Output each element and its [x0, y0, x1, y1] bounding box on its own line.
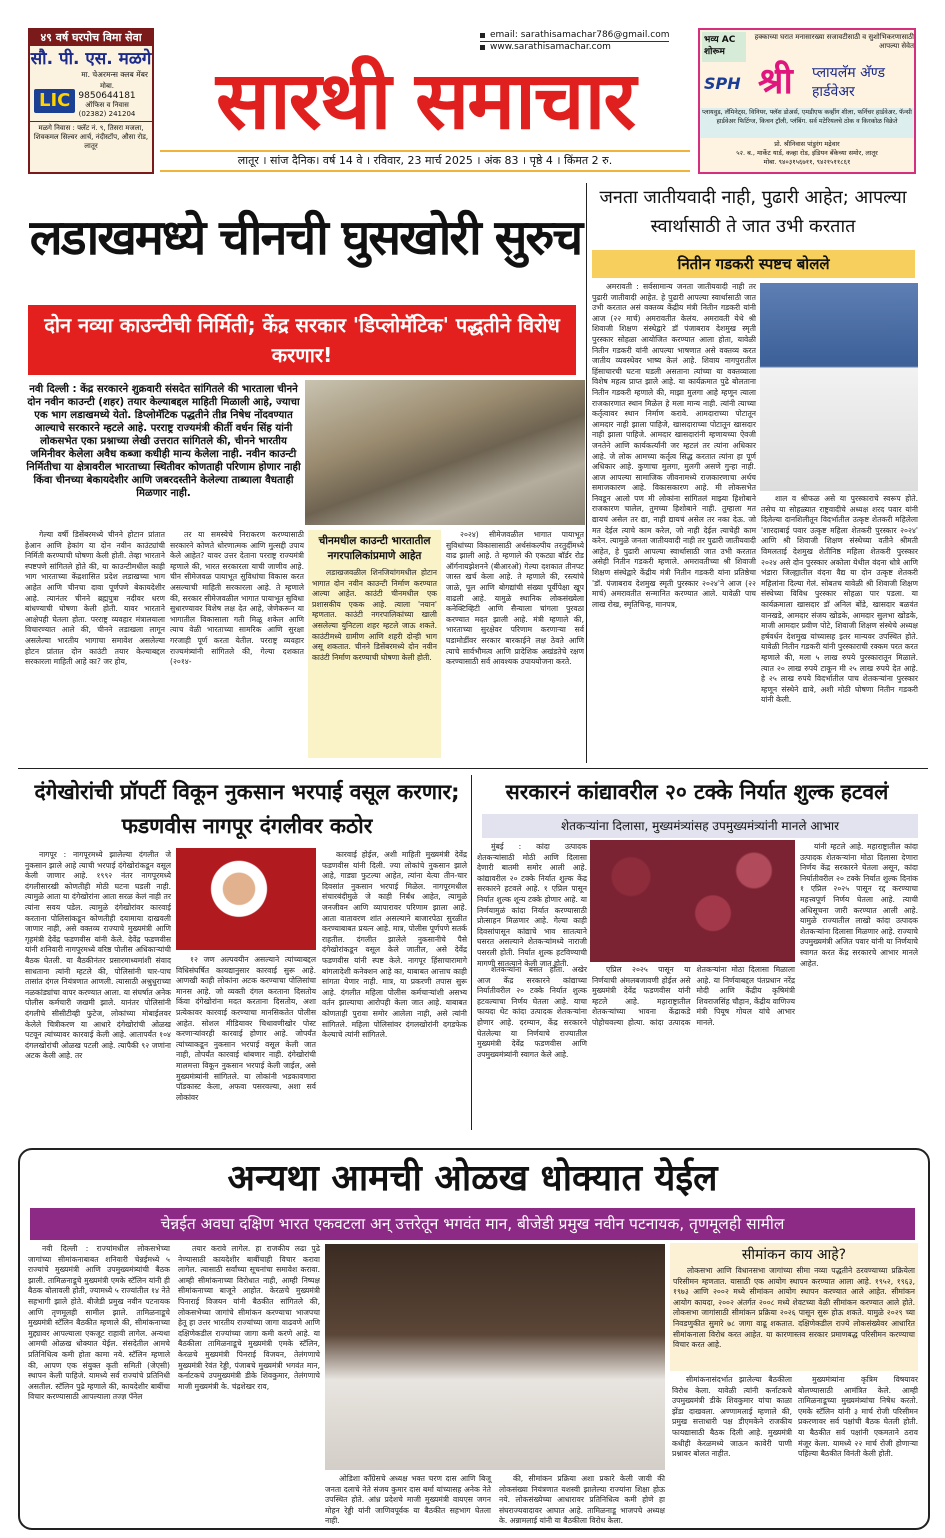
ac-showroom-label: भव्य AC शोरूम: [702, 32, 746, 62]
article-column: मुंबई : कांदा उत्पादक शेतकऱ्यांसाठी मोठी आणि दिलासा देणारी बातमी समोर आली आहे. कांद्यावरील २० टक्के निर्यात शुल्क केंद्र सरकारने हटवले आहे. १ एप्रिल पासून निर्यात शुल्क शून्य टक्के होणार आहे. या निर्णयामुळं कांदा निर्यात करण्यासाठी प्रोत्साहन मिळणार आहे. गेल्या काही दिवसांपासून कांद्याचे भाव सातत्याने घसरत असल्याने शेतकऱ्यांमध्ये नाराजी पसरली होती. निर्यात शुल्क हटविण्याची मागणी सातत्याने केली जात होती.: [477, 842, 587, 968]
shop-phone: मोबा. ९४०३१५६७११, ९४२१५११८६१: [763, 158, 851, 166]
article-column: की, सीमांकन प्रक्रिया अशा प्रकारे केली जावी की लोकसंख्या नियंत्रणात यशस्वी झालेल्या राज्यांना शिक्षा होऊ नये. लोकसंख्येच्या आधारावर प्रतिनिधित्व कमी होणे हा संघराज्यवादावर आघात आहे. तामिळनाडू भाजपचे अध्यक्ष के. अन्नामलाई यांनी या बैठकीला विरोध केला.: [499, 1474, 665, 1526]
county-info-box: [308, 530, 441, 758]
email-link[interactable]: email: sarathisamachar786@gmail.com: [480, 30, 669, 42]
ladakh-mountain-photo: [305, 380, 585, 525]
gadkari-subheadline: नितीन गडकरी स्पष्टच बोलले: [592, 250, 915, 278]
onion-headline: सरकारनं कांद्यावरील २० टक्के निर्यात शुल्क हटवलं: [505, 780, 889, 804]
what-is-delimitation-box: [670, 1243, 918, 1371]
delimitation-subheadline: चेन्नईत अवघा दक्षिण भारत एकवटला अन् उत्तरेतून भगवंत मान, बीजेडी प्रमुख नवीन पटनायक, तृणमूलही सामील: [30, 1208, 915, 1240]
hardware-advertisement: [698, 28, 916, 174]
onions-photo: [590, 840, 795, 962]
article-column: २०२४) सीमेजवळील भागात पायाभूत सुविधांच्या विकासासाठी अर्थसंकल्पीय तरतुदींमध्ये वाढ झाली आहे. ते म्हणाले की एकट्या बॉर्डर रोड ऑर्गनायझेशनने (बीआरओ) गेल्या दशकात तीनपट जास्त खर्च केला आहे. ते म्हणाले की, रस्त्यांचे जाळे, पूल आणि बोगद्यांची संख्या पूर्वीपेक्षा खूप वाढली आहे. यामुळे स्थानिक लोकसंख्येला कनेक्टिव्हिटी आणि सैन्याला चांगला पुरवठा करण्यात मदत झाली आहे. मंत्री म्हणाले की, भारताच्या सुरक्षेवर परिणाम करणाऱ्या सर्व घडामोडींवर सरकार बारकाईने लक्ष ठेवते आणि त्याचे सार्वभौमत्व आणि प्रादेशिक अखंडतेचे रक्षण करण्यासाठी सर्व आवश्यक उपाययोजना करते.: [446, 530, 584, 667]
agent-address: मळगे निवास : फ्लॅट नं. ९, तिसरा मजला, शिवकमल सिल्वर आर्च, नंदीस्टॉप, औसा रोड, लातूर: [30, 121, 152, 151]
shri-logo: श्री: [758, 61, 793, 102]
ad-tagline: हक्काच्या घरात मनासारख्या सजावटीसाठी व सुशोभिकरणासाठी आपल्या सेवेत: [754, 33, 914, 50]
onion-subheadline: शेतकऱ्यांना दिलासा, मुख्यमंत्र्यांसह उपमुख्यमंत्र्यांनी मानले आभार: [482, 814, 918, 838]
ad-tagline: ४९ वर्ष घरपोच विमा सेवा: [30, 30, 152, 46]
box-title: सीमांकन काय आहे?: [741, 1247, 847, 1263]
newspaper-title: सारथी समाचार: [215, 54, 635, 147]
article-column: गेल्या वर्षी डिसेंबरमध्ये चीनने होटान प्रांतात हेआन आणि हेकांग या दोन नवीन काउंट्यांची निर्मिती करण्याची घोषणा केली होती. तेव्हा भारताने स्पष्टपणे सांगितले होते की, या काउन्टीमधील काही भाग भारताच्या केंद्रशासित प्रदेश लडाखच्या भाग आहेत आणि चीनचा दावा पूर्णपणे बेकायदेशीर आहे. त्यानंतर चीनने ब्रह्मपुत्रा नदीवर धरण बांधण्याची घोषणा केली होती. यावर भारताने आक्षेपही घेतला होता. परराष्ट्र व्यवहार मंत्रालयाला विचारण्यात आले की, चीनने लडाखला लागून असलेल्या भारतीय भागाचा समावेश असलेल्या होटन प्रांतात दोन काउंटी तयार केल्याबद्दल सरकारला माहिती आहे का? जर होय,: [25, 530, 165, 667]
article-column: शेतकऱ्यांना बसत होता. अखेर आज केंद्र सरकारने कांद्याच्या निर्यातीवरील २० टक्के निर्यात शुल्क हटवल्याचा निर्णय घेतला आहे. याचा फायदा थेट कांदा उत्पादक शेतकऱ्यांना होणार आहे. दरम्यान, केंद्र सरकारने घेतलेल्या या निर्णयाचे राज्यातील मुख्यमंत्री देवेंद्र फडणवीस आणि उपमुख्यमंत्र्यांनी स्वागत केले आहे.: [477, 965, 587, 1059]
contact-info: [480, 30, 669, 53]
article-column: नवी दिल्ली : राज्यांमधील लोकसभेच्या जागांच्या सीमांकनाबाबत शनिवारी चेन्नईमध्ये ५ राज्यांचे मुख्यमंत्री आणि उपमुख्यमंत्र्यांची बैठक झाली. तामिळनाडूचे मुख्यमंत्री एमके स्टॅलिन यांनी ही बैठक बोलावली होती, ज्यामध्ये ५ राज्यांतील १४ नेते सहभागी झाले होते. बीजेडी प्रमुख नवीन पटनायक आणि तृणमूलही सामील झाले. तामिळनाडूचे मुख्यमंत्री स्टॅलिन बैठकीत म्हणाले की, सीमांकनाच्या मुद्द्यावर आपल्याला एकजूट राहावी लागेल. अन्यथा आमची ओळख धोक्यात येईल. संसदेतील आमचे प्रतिनिधित्व कमी होता कामा नये. स्टॅलिन म्हणाले की, आपण एक संयुक्त कृती समिती (जेएसी) स्थापन केली पाहिजे. यामध्ये सर्व राज्यांचे प्रतिनिधी असतील. स्टॅलिन पुढे म्हणाले की, कायदेशीर बाबींचा विचार करण्यासाठी आपल्याला तज्ज्ञ पॅनेल तयार करावे लागेल. हा राजकीय लढा पुढे नेण्यासाठी कायदेशीर बाबींचाही विचार करावा लागेल. त्यासाठी सर्वांच्या सूचनांचा समावेश करावा. आम्ही सीमांकनाच्या विरोधात नाही, आम्ही निष्पक्ष सीमांकनाच्या बाजूने आहोत. केरळचे मुख्यमंत्री पिनाराई विजयन यांनी बैठकीत सांगितले की, लोकसभेच्या जागांचे सीमांकन करण्याचा भाजपचा हेतू हा उत्तर भारतीय राज्यांच्या जागा वाढवणे आणि दक्षिणेकडील राज्यांच्या जागा कमी करणे आहे. या बैठकीला तामिळनाडूचे मुख्यमंत्री एमके स्टॅलिन, केरळचे मुख्यमंत्री पिनराई विजयन, तेलंगणाचे मुख्यमंत्री रेवंत रेड्डी, पंजाबचे मुख्यमंत्री भगवंत मान, कर्नाटकचे उपमुख्यमंत्री डीके शिवकुमार, तेलंगणाचे माजी मुख्यमंत्री के. चंद्रशेखर राव,: [28, 1244, 320, 1402]
agent-phone: 9850644181: [78, 91, 136, 101]
agent-title: मा. चेअरमन्स क्लब मेंबर: [81, 70, 148, 79]
office-phone: (02382) 241204: [78, 110, 136, 118]
article-column: यांनी म्हटले आहे. महाराष्ट्रातील कांदा उत्पादक शेतकऱ्यांना मोठा दिलासा देणारा निर्णय केंद्र सरकारने घेतला असून, कांदा निर्यातीवरील २० टक्के निर्यात शुल्क दिनांक १ एप्रिल २०२५ पासून रद्द करण्याचा महत्त्वपूर्ण निर्णय घेतला आहे. त्याची अधिसूचना जारी करण्यात आली आहे. यामुळे राज्यातील लाखो कांदा उत्पादक शेतकऱ्यांना दिलासा मिळणार आहे. राज्याचे उपमुख्यमंत्री अजित पवार यांनी या निर्णयाचे स्वागत करत केंद्र सरकारचे आभार मानले आहेत.: [800, 842, 918, 968]
devendra-fadnavis-photo: [176, 848, 316, 950]
article-column: ओडिशा काँग्रेसचे अध्यक्ष भक्त चरण दास आणि बिजू जनता दलाचे नेते संजय कुमार दास बर्मा यांच्यासह अनेक नेते उपस्थित होते. आंध्र प्रदेशचे माजी मुख्यमंत्री वायएस जगन मोहन रेड्डी यांनी जाणिवपूर्वक या बैठकीत सहभाग घेतला नाही.: [325, 1474, 491, 1526]
article-column: मुख्यमंत्र्यांना कृत्रिम विषयावर बोलण्यासाठी आमंत्रित केले. आम्ही तामिळनाडूच्या मुख्यमंत्र्यांचा निषेध करतो. एमके स्टॅलिन यांनी ३ मार्च रोजी परिसीमन प्रकरणावर सर्व पक्षांची बैठक घेतली होती. या बैठकीत सर्व पक्षांनी एकमताने ठराव मंजूर केला. यामध्ये २२ मार्च रोजी होणाऱ्या पहिल्या बैठकीत विनंती केली होती.: [798, 1375, 918, 1459]
brand-name: प्लायलॅम अ‍ॅण्ड हार्डवेअर: [812, 65, 885, 100]
nitin-gadkari-photo: [760, 283, 918, 491]
phone-label: मोबा.: [100, 82, 115, 90]
box-body: लोकसभा आणि विधानसभा जागांच्या सीमा नव्या पद्धतीने ठरवण्याच्या प्रक्रियेला परिसीमन म्हणतात. यासाठी एक आयोग स्थापन करण्यात आला आहे. १९५२, १९६३, १९७३ आणि २००२ मध्ये सीमांकन आयोग स्थापन करण्यात आले आहेत. सीमांकन आयोग कायदा, २००२ अंतर्गत २००८ मध्ये शेवटच्या वेळी सीमांकन करण्यात आले होते. लोकसभा जागांसाठी सीमांकन प्रक्रिया २०२६ पासून सुरू होऊ शकते. यामुळे २०२९ च्या निवडणुकीत सुमारे ७८ जागा वाढू शकतात. दक्षिणेकडील राज्ये लोकसंख्येवर आधारित सीमांकनाला विरोध करत आहेत. या कारणास्तव सरकार प्रमाणबद्ध परिसीमन करण्याचा विचार करत आहे.: [673, 1266, 915, 1350]
article-column: कारवाई होईल, अशी माहिती मुख्यमंत्री देवेंद्र फडणवीस यांनी दिली. ज्या लोकांचे नुकसान झाले आहे, गाड्या फुटल्या आहेत, त्यांना येत्या तीन-चार दिवसांत नुकसान भरपाई मिळेल. नागपूरमधील संचारबंदीमुळे जे काही निर्बंध आहेत, त्यामुळे जनजीवन आणि व्यापारावर परिणाम झाला आहे. आता वातावरण शांत असल्याने बाजारपेठा सुरळीत करण्याबाबत प्रयत्न आहे. मात्र, पोलीस पूर्णपणे सतर्क राहतील. दंगलीत झालेले नुकसानीचे पैसे दंगेखोरांकडून वसूल केले जातील, असे देवेंद्र फडणवीस यांनी स्पष्ट केले. नागपूर हिंसाचारामागे बांगलादेशी कनेक्शन आहे का, याबाबत आत्ताच काही सांगता येणार नाही. मात्र, या प्रकरणी तपास सुरू आहे. दंगलीत महिला पोलीस कर्मचाऱ्यांशी असभ्य वर्तन झाल्याचा आरोपही केला जात आहे. याबाबत कोणताही पुरावा समोर आलेला नाही, असे त्यांनी सांगितले. महिला पोलिसांवर दंगलखोरांनी दगडफेक केल्याचे त्यांनी सांगितले.: [322, 850, 467, 1040]
website-link[interactable]: www.sarathisamachar.com: [480, 42, 669, 53]
dateline: लातूर । सांज दैनिक। वर्ष 14 वे । रविवार, 23 मार्च 2025 । अंक 83 । पृष्ठे 4 । किंमत 2 रु.: [160, 150, 690, 172]
article-column: नागपूर : नागपूरमध्ये झालेल्या दंगलीत जे नुकसान झाले आहे त्याची भरपाई दंगेखोरांकडून वसूल केली जाणार आहे. १९९२ नंतर नागपूरमध्ये दंगलीसारखी कोणतीही मोठी घटना घडली नाही. त्यामुळे आता या दंगेखोरांना आता सरळ केलं नाही तर त्यांना सवय पडेल. त्यामुळे दंगेखोरांवर कारवाई करताना पोलिसांकडून कोणतीही दयामाया दाखवली जाणार नाही, असे वक्तव्य राज्याचे मुख्यमंत्री आणि गृहमंत्री देवेंद्र फडणवीस यांनी केले. देवेंद्र फडणवीस यांनी शनिवारी नागपूरमध्ये वरिष्ठ पोलीस अधिकाऱ्यांची बैठक घेतली. या बैठकीनंतर प्रसारमाध्यमांशी संवाद साधताना त्यांनी म्हटले की, पोलिसांनी चार-पाच तासांत दंगल नियंत्रणात आणली. त्यासाठी अश्रुधुराच्या नळकांड्यांचा वापर करण्यात आला. या संघर्षात अनेक पोलीस कर्मचारी जखमी झाले. यानंतर पोलिसांनी दंगलीचे सीसीटीव्ही फुटेज, लोकांच्या मोबाईलवर केलेले चित्रीकरण या आधारे दंगेखोरांची ओळख पटवून त्यांच्यावर कारवाई केली आहे. आतापर्यंत १०४ दंगलखोरांची ओळख पटली आहे. त्यापैकी ९२ जणांना अटक केली आहे. तर: [25, 850, 171, 1061]
lic-agent-advertisement: [28, 28, 154, 174]
agent-name: सौ. पी. एस. मळगे: [30, 49, 152, 69]
sph-logo: SPH: [704, 74, 741, 93]
lead-subheadline: दोन नव्या काउन्टीची निर्मिती; केंद्र सरकार 'डिप्लोमॅटिक' पद्धतीने विरोध करणार!: [28, 305, 576, 375]
article-column: १२ जण अल्पवयीन असल्याने त्यांच्याबद्दल विधिसंघर्षित कायद्यानुसार कारवाई सुरू आहे. आणखी काही लोकांना अटक करण्याचा पोलिसांचा मानस आहे. जो व्यक्ती दंगल करताना दिसतोय किंवा दंगेखोरांना मदत करताना दिसतोय, अशा प्रत्येकावर कारवाई करण्याचा मानसिकतेत पोलीस आहेत. सोशल मीडियावर चिथावणीखोर पोस्ट करणाऱ्यांवरही कारवाई होणार आहे. जोपर्यंत त्यांच्याकडून नुकसान भरपाई वसूल केली जात नाही, तोपर्यंत कारवाई थांबणार नाही. दंगेखोरांची मालमत्ता विकून नुकसान भरपाई केली जाईल, असे मुख्यमंत्र्यांनी सांगितले. या लोकांनी भडकावणारा पॉडकास्ट केला, अफवा पसरवल्या, अशा सर्व लोकांवर: [176, 955, 316, 1102]
lead-headline: लडाखमध्ये चीनची घुसखोरी सुरुच: [29, 210, 582, 266]
lead-intro: नवी दिल्ली : केंद्र सरकारने शुक्रवारी संसदेत सांगितले की भारताला चीनने दोन नवीन काउन्टी (शहर) तयार केल्याबद्दल माहिती मिळाली आहे, ज्याचा एक भाग लडाखमध्ये येतो. डिप्लोमॅटिक पद्धतीने तीव्र निषेध नोंदवण्यात आल्याचे सरकारने म्हटले आहे. परराष्ट्र राज्यमंत्री कीर्ती वर्धन सिंह यांनी लोकसभेत एका प्रश्नाच्या लेखी उत्तरात सांगितले की, चीनने भारतीय जमिनीवर केलेला अवैध कब्जा कधीही मान्य केलेला नाही. नवीन काउन्टी निर्मितीचा या क्षेत्रावरील भारताच्या स्थितीवर कोणताही परिणाम होणार नाही किंवा चीनच्या बेकायदेशीर आणि जबरदस्तीने केलेल्या ताब्याला वैधताही मिळणार नाही.: [26, 384, 301, 499]
riot-headline: दंगेखोरांची प्रॉपर्टी विकून नुकसान भरपाई वसूल करणार; फडणवीस नागपूर दंगलीवर कठोर: [34, 780, 460, 838]
product-list: प्लायवुड, लॅमिनेट्स, विनियर, फ्लॅश डोअर्स, एमडीएफ कव्हींग शीला, फर्निचर हार्डवेअर, फॅन्सी हार्डवेअर फिटिंग्ज, किचन ट्रॉली, प्लंबिंग. सर्व मटेरियलचे ठोक व किरकोळ विक्रेते: [700, 108, 914, 138]
delimitation-headline: अन्यथा आमची ओळख धोक्यात येईल: [227, 1158, 718, 1199]
box-title: चीनमधील काउन्टी भारतातील नगरपालिकांप्रमाणे आहेत: [318, 535, 431, 562]
article-column: शाल व श्रीफळ असे या पुरस्काराचे स्वरूप होते. तसेच या सोहळ्यात राष्ट्रवादीचे अध्यक्ष शरद पवार यांनी दिलेल्या दानशिलीतून विदर्भातील उत्कृष्ट शेतकरी महिलेला 'शारदाबाई पवार उत्कृष्ट महिला शेतकरी पुरस्कार २०२४' आणि श्री शिवाजी शिक्षण संस्थेच्या वतीने श्रीमती विमलताई देशमुख शेतीनिष्ठ महिला शेतकरी पुरस्कार २०२४ असे दोन पुरस्कार अकोला येथील वंदना धोत्रे आणि भंडारा जिल्ह्यातील वंदना वैद्य या दोन उत्कृष्ट शेतकरी महिलांना दिल्या गेलं. सोबतच यावेळी श्री शिवाजी शिक्षण संस्थेच्या विविध पुरस्कार सोहळा पार पडला. या कार्यक्रमाला खासदार डॉ अनिल बोंडे, खासदार बळवंत वानखडे, आमदार संजय खोडके, आमदार सुलभा खोडके, माजी आमदार प्रवीण पोटे, शिवाजी शिक्षण संस्थेचे अध्यक्ष हर्षवर्धन देशमुख यांच्यासह इतर मान्यवर उपस्थित होते. यावेळी नितीन गडकरी यांनी पुरस्काराची रक्कम परत करत म्हणाले की, मला ५ लाख रुपये पुरस्कारातून मिळाले. त्यात २० लाख रुपये टाकून मी २५ लाख रुपये देत आहे. हे २५ लाख रुपये विदर्भातील पाच शेतकऱ्यांना पुरस्कार म्हणून संस्थेने द्यावे, अशी मोठी घोषणा नितीन गडकरी यांनी केली.: [761, 494, 918, 705]
box-body: लडाखजवळील शिनजियांगमधील होटान भागात दोन नवीन काउन्टी निर्माण करण्यात आल्या आहेत. काउंटी चीनमधील एक प्रशासकीय एकक आहे. त्याला 'नयान' म्हणतात. काउंटी नगरपालिकांच्या खाली असलेल्या युनिटला शहर म्हटले जाऊ शकते. काउंटीमध्ये ग्रामीण आणि शहरी दोन्ही भाग असू शकतात. चीनने डिसेंबरमध्ये दोन नवीन काउंटी निर्माण करण्याची घोषणा केली होती.: [312, 568, 437, 662]
shop-address: ५२. ब., मार्केट यार्ड, कव्हा रोड, इंडियन बँकेच्या समोर, लातूर: [736, 149, 878, 157]
article-column: अमरावती : सर्वसामान्य जनता जातीयवादी नाही तर पुढारी जातीवादी आहेत. हे पुढारी आपल्या स्वार्थासाठी जात उभी करतात असं वक्तव्य केंद्रीय मंत्री नितीन गडकरी यांनी आज (२२ मार्च) अमरावतीत केलंय. अमरावती येथे श्री शिवाजी शिक्षण संस्थेद्वारे डॉ पंजाबराव देशमुख स्मृती पुरस्कार सोहळा आयोजित करण्यात आला होता, यावेळी नितीन गडकरी यांनी आपल्या भाषणात असे वक्तव्य करत जातीय व्यवस्थेवर भाष्य केलं आहे. शिवाय नागपुरातील हिंसाचारची घटना घडली असताना त्यांच्या या वक्तव्याला विशेष महत्व प्राप्त झाले आहे. या कार्यक्रमात पुढे बोलताना नितीन गडकरी म्हणाले की, माझा मुलगा आहे म्हणून त्याला राजकारणात स्थान मिळेल हे मला मान्य नाही. त्यांनी त्याच्या कर्तृत्वावर स्थान निर्माण करावे. आमदाराच्या पोटातून आमदार नाही झाला पाहिजे, खासदाराच्या पोटातून खासदार नाही झाला पाहिजे. आमदार खासदारांनी म्हणायच्या ऐवजी जनतेने आणि कार्यकर्त्यांनी जर म्हटलं तर त्यांना अधिकार आहे. जे लोक आमच्या कर्तृत्व सिद्ध करतात त्यांना हा पूर्ण अधिकार आहे. कुणाचा मुलगा, मुलगी असणे गुन्हा नाही. आज आपल्या सामाजिक जीवनामध्ये राजकारणाचा अर्थच समाजकारण आहे. विकासकारण आहे. मी लोकसभेत निवडून आलो पण मी लोकांना सांगितलं माझ्या हिशोबाने राजकारण चालेल, तुमच्या हिशोबाने नाही. तुम्हाला मत द्यायचं असेल तर द्या, नाही द्यायचं असेल तर नका देऊ. जो मत देईल त्याचे काम करेल, जो नाही देईल त्याचेही काम करेन. त्यामुळे जनता जातीयवादी नाही तर पुढारी जातीयवादी आहेत, हे पुढारी आपल्या स्वार्थासाठी जात उभी करतात असेही नितीन गडकरी म्हणाले. अमरावतीच्या श्री शिवाजी शिक्षण संस्थेद्वारे केंद्रीय मंत्री नितीन गडकरी यांना प्रतिष्ठेचा 'डॉ. पंजाबराव देशमुख स्मृती पुरस्कार २०२४'ने आज (२२ मार्च) अमरावतीत सन्मानित करण्यात आले. यावेळी पाच लाख रोख, स्मृतिचिन्ह, मानपत्र,: [592, 282, 756, 609]
chief-ministers-meeting-photo: [325, 1244, 665, 1470]
office-label: ऑफिस व निवास: [85, 101, 129, 109]
proprietor: प्रो. श्रीनिवास पांडुरंग मद्रेवार: [774, 140, 840, 148]
article-column: सीमांकनासंदर्भात झालेल्या बैठकीला विरोध केला. यावेळी त्यांनी कर्नाटकचे उपमुख्यमंत्री डीके शिवकुमार यांचा काळा झेंडा दाखवला. अण्णामलाई म्हणाले की, प्रमुख सत्ताधारी पक्ष डीएमकेने राजकीय फायद्यासाठी बैठक दिली आहे. मुख्यमंत्री कधीही केरळमध्ये जाऊन कावेरी पाणी प्रश्नावर बोलत नाहीत.: [672, 1375, 792, 1459]
article-column: तर या समस्येचे निराकरण करण्यासाठी सरकारने कोणते धोरणात्मक आणि मुत्सद्दी उपाय केले आहेत? यावर उत्तर देताना परराष्ट्र राज्यमंत्री म्हणाले की, भारत सरकारला याची जाणीव आहे. चीन सीमेजवळ पायाभूत सुविधांचा विकास करत असल्याची माहिती सरकारला आहे. ते म्हणाले की, सरकार सीमेजवळील भागात पायाभूत सुविधा सुधारण्यावर विशेष लक्ष देत आहे, जेणेकरून या भागातील विकासाला गती मिळू शकेल आणि त्याच वेळी भारताच्या सामरिक आणि सुरक्षा गरजाही पूर्ण करता येतील. परराष्ट्र व्यवहार राज्यमंत्र्यांनी सांगितले की, गेल्या दशकात (२०१४-: [170, 530, 304, 667]
gadkari-headline: जनता जातीयवादी नाही, पुढारी आहेत; आपल्या स्वार्थासाठी ते जात उभी करतात: [599, 187, 907, 237]
article-column: एप्रिल २०२५ पासून या निर्णयाची अंमलबजावणी होईल असे मुख्यमंत्री देवेंद्र फडणवीस यांनी म्हटले आहे. महाराष्ट्रातील शेतकऱ्यांच्या भावना केंद्राकडे पोहोचवल्या होत्या. कांदा उत्पादक शेतकऱ्यांना मोठा दिलासा मिळाला आहे. या निर्णयाबद्दल पंतप्रधान नरेंद्र मोदी आणि केंद्रीय कृषिमंत्री शिवराजसिंह चौहान, केंद्रीय वाणिज्य मंत्री पियूष गोयल यांचे आभार मानले.: [592, 965, 795, 1027]
lic-logo: LIC: [34, 89, 75, 113]
